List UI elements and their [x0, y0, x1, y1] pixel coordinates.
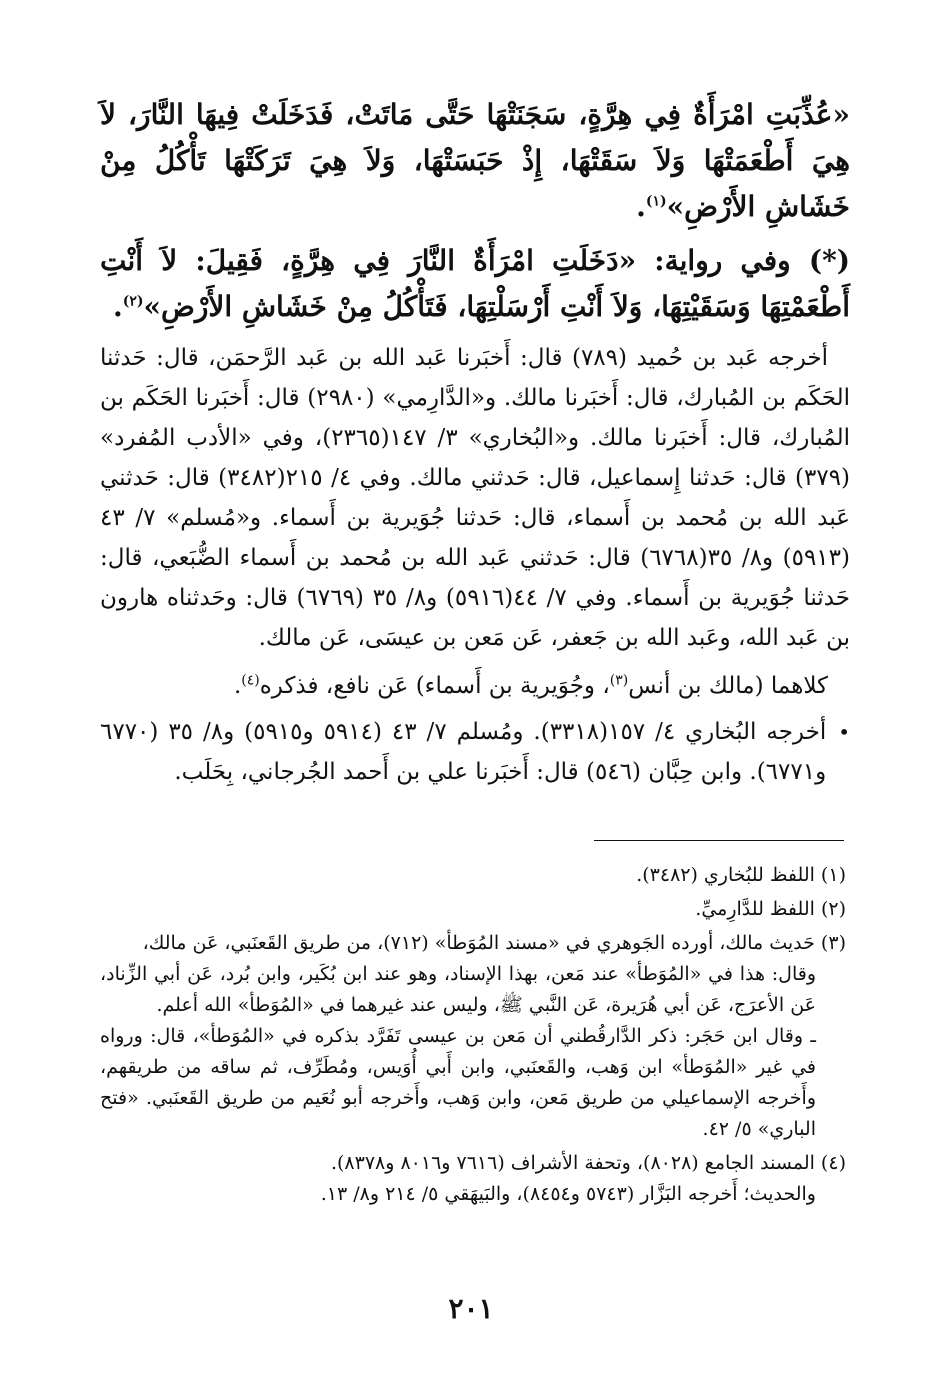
both-narrators-end: .: [233, 673, 242, 699]
takhrij-paragraph: أخرجه عَبد بن حُميد (٧٨٩) قال: أَخبَرنا عَبد الله بن عَبد الرَّحمَن، قال: حَدثنا الحَكَم بن المُبارك، قال: أَخبَرنا مالك. و«الدَّارِمي» (٢٩٨٠) قال: أَخبَرنا الحَكَم بن المُبارك، قال: أَخبَرنا مالك. و«البُخاري» ٣/ ١٤٧(٢٣٦٥)، وفي «الأدب المُفرد» (٣٧٩) قال: حَدثنا إِسماعيل، قال: حَدثني مالك. وفي ٤/ ٢١٥(٣٤٨٢) قال: حَدثني عَبد الله بن مُحمد بن أَسماء، قال: حَدثنا جُوَيرية بن أَسماء. و«مُسلم» ٧/ ٤٣ (٥٩١٣) و٨/ ٣٥(٦٧٦٨) قال: حَدثني عَبد الله بن مُحمد بن أَسماء الضُّبَعي، قال: حَدثنا جُوَيرية بن أَسماء. وفي ٧/ ٤٤(٥٩١٦) و٨/ ٣٥ (٦٧٦٩) قال: وحَدثناه هارون بن عَبد الله، وعَبد الله بن جَعفر، عَن مَعن بن عيسَى، عَن مالك.: [100, 345, 851, 651]
footnote-2: (٢) اللفظ للدَّارِميِّ.: [695, 898, 846, 920]
bullet-text: أخرجه البُخاري ٤/ ١٥٧(٣٣١٨). ومُسلم ٧/ ٤٣ (٥٩١٤ و٥٩١٥) و٨/ ٣٥ (٦٧٧٠ و٦٧٧١). وابن حِبَّان (٥٤٦) قال: أَخبَرنا علي بن أَحمد الجُرجاني، بِحَلَب.: [100, 719, 827, 785]
footnote-3: [100, 928, 846, 1145]
hadith-text-2: (*) وفي رواية: «دَخَلَتِ امْرَأَةٌ النَّارَ فِي هِرَّةٍ، فَقِيلَ: لاَ أَنْتِ أَطْعَمْتِهَا وَسَقَيْتِهَا، وَلاَ أَنْتِ أَرْسَلْتِهَا، فَتَأْكُلُ مِنْ خَشَاشِ الأَرْضِ»$^{(٢)}$.: [100, 244, 850, 323]
footnote-4: [100, 1148, 846, 1210]
footnote-ref-1: (١): [645, 193, 667, 210]
bullet-icon: •: [838, 720, 850, 744]
hadith-text-1: «عُذِّبَتِ امْرَأَةٌ فِي هِرَّةٍ، سَجَنَتْهَا حَتَّى مَاتَتْ، فَدَخَلَتْ فِيهَا النَّارَ، لاَ هِيَ أَطْعَمَتْهَا وَلاَ سَقَتْهَا، إِذْ حَبَسَتْهَا، وَلاَ هِيَ تَرَكَتْهَا تَأْكُلُ مِنْ خَشَاشِ الأَرْضِ»$^{(١)}$.: [100, 98, 850, 223]
both-narrators-line: [100, 666, 850, 706]
footnote-1: (١) اللفظ للبُخاري (٣٤٨٢).: [636, 864, 846, 886]
hadith-2-body: (*) وفي رواية: «دَخَلَتِ امْرَأَةٌ النَّارَ فِي هِرَّةٍ، فَقِيلَ: لاَ أَنْتِ أَطْعَمْتِهَا وَسَقَيْتِهَا، وَلاَ أَنْتِ أَرْسَلْتِهَا، فَتَأْكُلُ مِنْ خَشَاشِ الأَرْضِ»: [100, 244, 850, 323]
both-narrators-text: كلاهما (مالك بن أنس: [628, 673, 828, 699]
page-number: ٢٠١: [448, 1292, 494, 1325]
bullet-paragraph: [100, 712, 850, 792]
footnote-3-line-b: وقال: هذا في «المُوَطأ» عند مَعن، بهذا الإسناد، وهو عند ابن بُكَير، وابن بُرد، عَن أبي الزِّناد، عَن الأعرَج، عَن أبي هُرَيرة، عَن النَّبي ﷺ، وليس عند غيرهما في «المُوَطأ» الله أعلم.: [100, 963, 816, 1016]
footnote-ref-3: (٣): [609, 672, 629, 689]
footnotes: [100, 860, 846, 1213]
footnote-ref-4: (٤): [241, 672, 260, 689]
footnote-divider: [594, 840, 844, 841]
footnote-ref-2: (٢): [122, 293, 144, 310]
footnote-4-line-b: والحديث؛ أَخرجه البَزَّار (٥٧٤٣ و٨٤٥٤)، والبَيهَقي ٥/ ٢١٤ و٨/ ١٣.: [320, 1183, 816, 1205]
footnote-3-line-a: (٣) حَديث مالك، أورده الجَوهري في «مسند المُوَطأ» (٧١٢)، من طريق القَعنَبي، عَن مالك،: [142, 932, 846, 954]
both-narrators-text-2: ، وجُوَيرية بن أَسماء) عَن نافع، فذكره: [259, 673, 610, 699]
footnote-4-line-a: (٤) المسند الجامع (٨٠٢٨)، وتحفة الأشراف (٧٦١٦ و٨٠١٦ و٨٣٧٨).: [330, 1152, 846, 1174]
hadith-1-body: «عُذِّبَتِ امْرَأَةٌ فِي هِرَّةٍ، سَجَنَتْهَا حَتَّى مَاتَتْ، فَدَخَلَتْ فِيهَا النَّارَ، لاَ هِيَ أَطْعَمَتْهَا وَلاَ سَقَتْهَا، إِذْ حَبَسَتْهَا، وَلاَ هِيَ تَرَكَتْهَا تَأْكُلُ مِنْ خَشَاشِ الأَرْضِ»: [100, 98, 850, 223]
main-text: [100, 92, 850, 792]
footnote-3-line-c: ـ وقال ابن حَجَر: ذكر الدَّارقُطني أن مَعن بن عيسى تَفَرَّد بذكره في «المُوَطأ»، قال: ورواه في غير «المُوَطأ» ابن وَهب، والقَعنَبي، وابن أَبي أُوَيس، ومُطَرِّف، ثم ساقه من طريقهم، وأَخرجه الإسماعيلي من طريق مَعن، وابن وَهب، وأَخرجه أبو نُعَيم من طريق القَعنَبي. «فتح الباري» ٥/ ٤٢.: [100, 1025, 816, 1140]
